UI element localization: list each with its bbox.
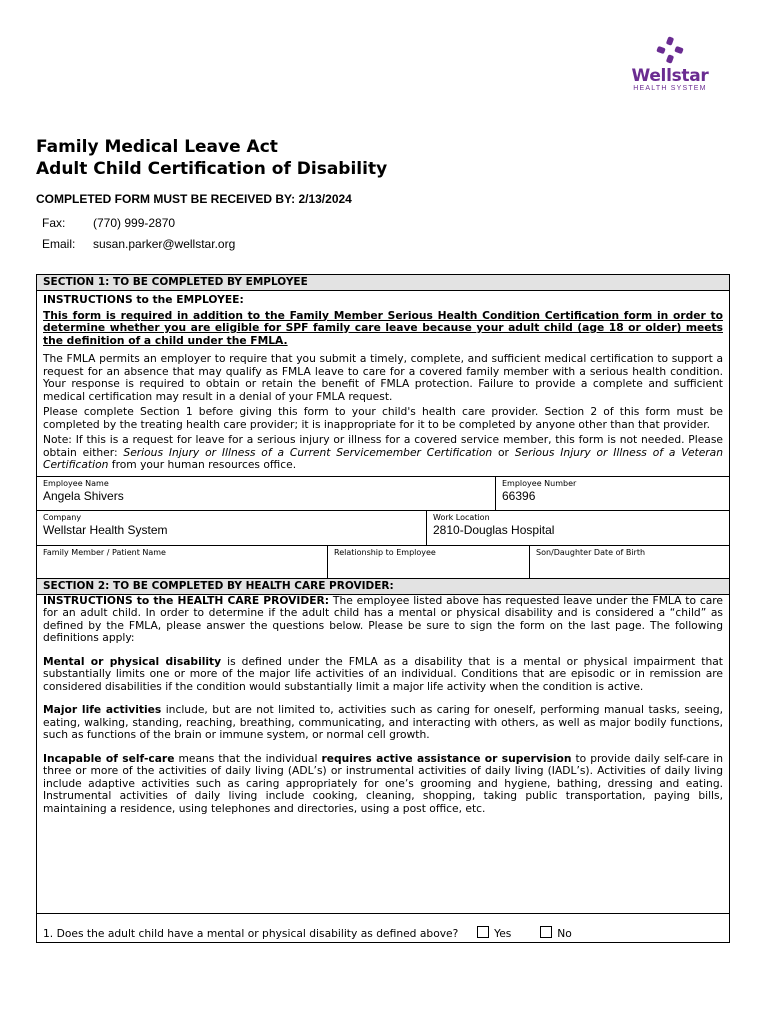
section1-heading: SECTION 1: TO BE COMPLETED BY EMPLOYEE	[37, 275, 729, 291]
note-servicemember-form: Serious Injury or Illness of a Current Servicemember Certification	[123, 445, 493, 459]
yes-label: Yes	[494, 927, 512, 940]
definition-major-life-activities-term: Major life activities	[43, 703, 162, 716]
section2-instructions	[37, 595, 729, 645]
question-1-text: 1. Does the adult child have a mental or physical disability as defined above?	[43, 927, 459, 940]
section1-required-notice: This form is required in addition to the Family Member Serious Health Condition Certification form in order to determine whether you are eligible for SPF family care leave because your adult child (age 18 or older) meets the definition of a child under the FMLA.	[43, 308, 723, 347]
deadline-notice: COMPLETED FORM MUST BE RECEIVED BY: 2/13/2024	[36, 192, 352, 206]
fax-label: Fax:	[42, 216, 66, 230]
employee-number-label: Employee Number	[502, 478, 577, 488]
company-label: Company	[43, 512, 82, 522]
employee-name-label: Employee Name	[43, 478, 109, 488]
question-1	[43, 926, 572, 940]
relationship-field[interactable]	[327, 546, 529, 578]
employee-number-value: 66396	[502, 488, 536, 503]
note-or: or	[492, 445, 515, 459]
section2-heading: SECTION 2: TO BE COMPLETED BY HEALTH CARE PROVIDER:	[37, 578, 729, 595]
definition-major-life-activities-text: include, but are not limited to, activities such as caring for oneself, performing manual tasks, seeing, eating, walking, standing, reaching, breathing, communicating, and interacting with others, as well as major bodily functions, such as functions of the brain or immune system, or normal cell growth.	[43, 703, 724, 741]
wellstar-logo	[628, 36, 712, 93]
no-checkbox[interactable]	[540, 926, 552, 938]
note-veteran-form: Serious Injury or Illness of a Veteran Certification	[43, 445, 724, 471]
work-location-label: Work Location	[433, 512, 490, 522]
family-member-label: Family Member / Patient Name	[43, 547, 166, 557]
page-title	[36, 136, 387, 180]
wellstar-star-icon	[656, 36, 684, 64]
definition-disability	[37, 656, 729, 694]
logo-subtitle: HEALTH SYSTEM	[633, 85, 707, 92]
title-line-1: Family Medical Leave Act	[36, 137, 278, 157]
note-start: Note: If this is a request for leave for a serious injury or illness for a covered service member, this form is not needed. Please obtain either:	[43, 433, 723, 459]
dob-field[interactable]	[529, 546, 729, 578]
definition-major-life-activities	[37, 704, 729, 742]
work-location-value: 2810-Douglas Hospital	[433, 522, 555, 537]
employee-name-value: Angela Shivers	[43, 488, 124, 503]
definition-self-care-text: to provide daily self-care in three or more of the activities of daily living (ADL’s) or instrumental activities of daily living (IADL’s). Activities of daily living include adaptive activities such as caring appropriately for one’s grooming and hygiene, bathing, dressing and eating. Instrumental activities of daily living include cooking, cleaning, shopping, taking public transportation, paying bills, maintaining a residence, using telephones and directories, using a post office, etc.	[43, 751, 723, 815]
fmla-form	[36, 274, 730, 943]
fax-line	[42, 216, 175, 230]
section1-paragraph-1: The FMLA permits an employer to require that you submit a timely, complete, and sufficient medical certification to support a request for an absence that may qualify as FMLA leave to care for a covered family member with a serious health condition. Your response is required to obtain or retain the benefit of FMLA protection. Failure to provide a complete and sufficient medical certification may result in a denial of your FMLA request.	[43, 352, 723, 403]
question-1-row	[37, 913, 729, 944]
relationship-label: Relationship to Employee	[334, 547, 436, 557]
definition-self-care-term: Incapable of self-care	[43, 751, 175, 765]
yes-checkbox[interactable]	[477, 926, 489, 938]
logo-name: Wellstar	[631, 66, 709, 86]
family-member-field[interactable]	[37, 546, 327, 578]
employee-number-field[interactable]	[495, 477, 729, 510]
no-label: No	[557, 927, 572, 940]
section2-instructions-text: The employee listed above has requested leave under the FMLA to care for an adult child. In order to determine if the adult child has a mental or physical disability and is considered a “child” as defined by the FMLA, please answer the questions below. Please be sure to sign the form on the last page. The following definitions apply:	[43, 593, 723, 644]
definition-disability-text: is defined under the FMLA as a disability that is a mental or physical impairment that substantially limits one or more of the major life activities of an individual. Conditions that are episodic or in remission are considered disabilities if the condition would substantially limit a major life activity when the condition is active.	[43, 654, 723, 693]
company-field[interactable]	[37, 511, 426, 545]
title-line-2: Adult Child Certification of Disability	[36, 159, 388, 179]
email-label: Email:	[42, 237, 76, 251]
definition-self-care-bold: requires active assistance or supervision	[321, 751, 572, 765]
family-member-row	[37, 545, 729, 578]
work-location-field[interactable]	[426, 511, 729, 545]
dob-label: Son/Daughter Date of Birth	[536, 547, 646, 557]
definition-disability-term: Mental or physical disability	[43, 654, 222, 668]
email-value[interactable]: susan.parker@wellstar.org	[93, 237, 236, 251]
definition-self-care-mid: means that the individual	[174, 751, 322, 765]
definition-self-care	[37, 753, 729, 816]
employee-name-field[interactable]	[37, 477, 495, 510]
email-line	[42, 237, 235, 251]
section2-instructions-heading: INSTRUCTIONS to the HEALTH CARE PROVIDER:	[43, 593, 330, 607]
employee-row	[37, 476, 729, 510]
company-row	[37, 510, 729, 545]
note-end: from your human resources office.	[108, 458, 297, 471]
section1-note	[37, 434, 729, 472]
fax-value: (770) 999-2870	[93, 216, 176, 230]
company-value: Wellstar Health System	[43, 522, 168, 537]
section1-paragraph-2: Please complete Section 1 before giving this form to your child's health care provider. Section 2 of this form must be completed by the treating health care provider; it is inappropriate for it to be completed by anyone other than that provider.	[43, 405, 723, 431]
section1-instructions-heading: INSTRUCTIONS to the EMPLOYEE:	[43, 293, 244, 306]
